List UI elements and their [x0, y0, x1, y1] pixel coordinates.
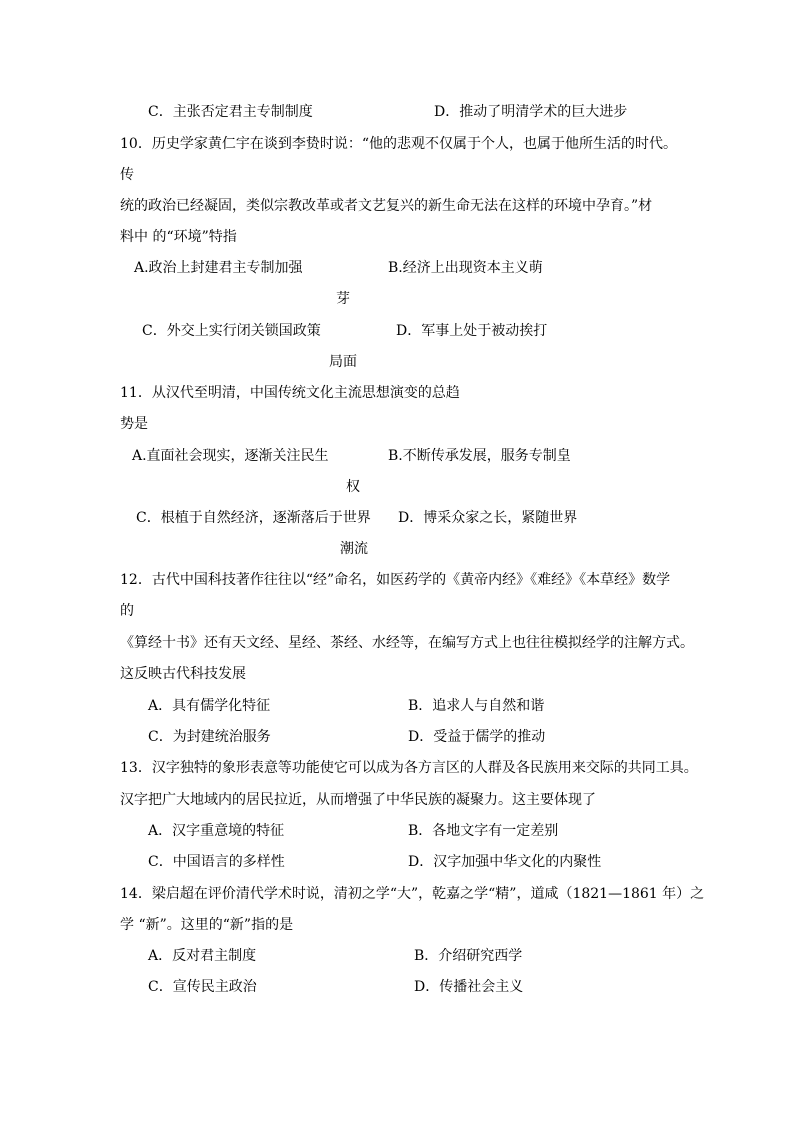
q13-option-c: C．中国语言的多样性	[148, 854, 285, 870]
q14-option-a: A．反对君主制度	[148, 948, 257, 964]
q11-option-c: C．根植于自然经济，逐渐落后于世界	[136, 510, 371, 526]
q13-stem-line1: 13．汉字独特的象形表意等功能使它可以成为各方言区的人群及各民族用来交际的共同工具。	[120, 760, 698, 776]
q14-stem-line1: 14．梁启超在评价清代学术时说，清初之学“大”，乾嘉之学“精”，道咸（1821—1861 年）之	[120, 886, 705, 902]
q9-option-d: D．推动了明清学术的巨大进步	[434, 104, 628, 120]
q10-option-d-wrap: 局面	[329, 354, 357, 370]
q12-option-d: D．受益于儒学的推动	[408, 729, 546, 745]
q12-stem-line4: 这反映古代科技发展	[120, 666, 246, 682]
q14-option-c: C．宣传民主政治	[148, 979, 257, 995]
q9-option-c: C．主张否定君主专制制度	[148, 104, 313, 120]
q10-option-b: B.经济上出现资本主义萌	[388, 260, 543, 276]
q12-option-a: A．具有儒学化特征	[148, 698, 271, 714]
q10-option-a: A.政治上封建君主专制加强	[134, 260, 303, 276]
q10-option-b-wrap: 芽	[336, 291, 350, 307]
q13-option-a: A．汉字重意境的特征	[148, 823, 285, 839]
q14-option-b: B．介绍研究西学	[414, 948, 523, 964]
q11-option-b: B.不断传承发展，服务专制皇	[388, 448, 571, 464]
q11-stem-line1: 11．从汉代至明清，中国传统文化主流思想演变的总趋	[120, 385, 460, 401]
q13-stem-line2: 汉字把广大地域内的居民拉近，从而增强了中华民族的凝聚力。这主要体现了	[120, 792, 596, 808]
q11-option-b-wrap: 权	[346, 479, 360, 495]
q13-option-d: D．汉字加强中华文化的内聚性	[408, 854, 602, 870]
q12-option-c: C．为封建统治服务	[148, 729, 271, 745]
q12-stem-line1: 12．古代中国科技著作往往以“经”命名，如医药学的《黄帝内经》《难经》《本草经》数学	[120, 572, 671, 588]
q11-option-d-wrap: 潮流	[340, 541, 368, 557]
q12-stem-line2: 的	[120, 603, 134, 619]
q11-option-a: A.直面社会现实，逐渐关注民生	[132, 448, 329, 464]
q11-stem-line2: 势是	[120, 416, 148, 432]
q14-stem-line2: 学 “新”。这里的“新”指的是	[120, 917, 294, 933]
q12-option-b: B．追求人与自然和谐	[408, 698, 545, 714]
q11-option-d: D．博采众家之长，紧随世界	[398, 510, 578, 526]
q10-stem-line4: 料中 的“环境”特指	[120, 229, 237, 245]
q13-option-b: B．各地文字有一定差别	[408, 823, 559, 839]
q10-stem-line3: 统的政治已经凝固，类似宗教改革或者文艺复兴的新生命无法在这样的环境中孕育。”材	[120, 198, 653, 214]
q12-stem-line3: 《算经十书》还有天文经、星经、茶经、水经等，在编写方式上也往往模拟经学的注解方式。	[120, 635, 694, 651]
q10-stem-line2: 传	[120, 167, 134, 183]
q10-stem-line1: 10．历史学家黄仁宇在谈到李贽时说：“他的悲观不仅属于个人，也属于他所生活的时代。	[120, 136, 677, 152]
q10-option-d: D．军事上处于被动挨打	[396, 323, 548, 339]
q10-option-c: C．外交上实行闭关锁国政策	[142, 323, 321, 339]
q14-option-d: D．传播社会主义	[414, 979, 524, 995]
